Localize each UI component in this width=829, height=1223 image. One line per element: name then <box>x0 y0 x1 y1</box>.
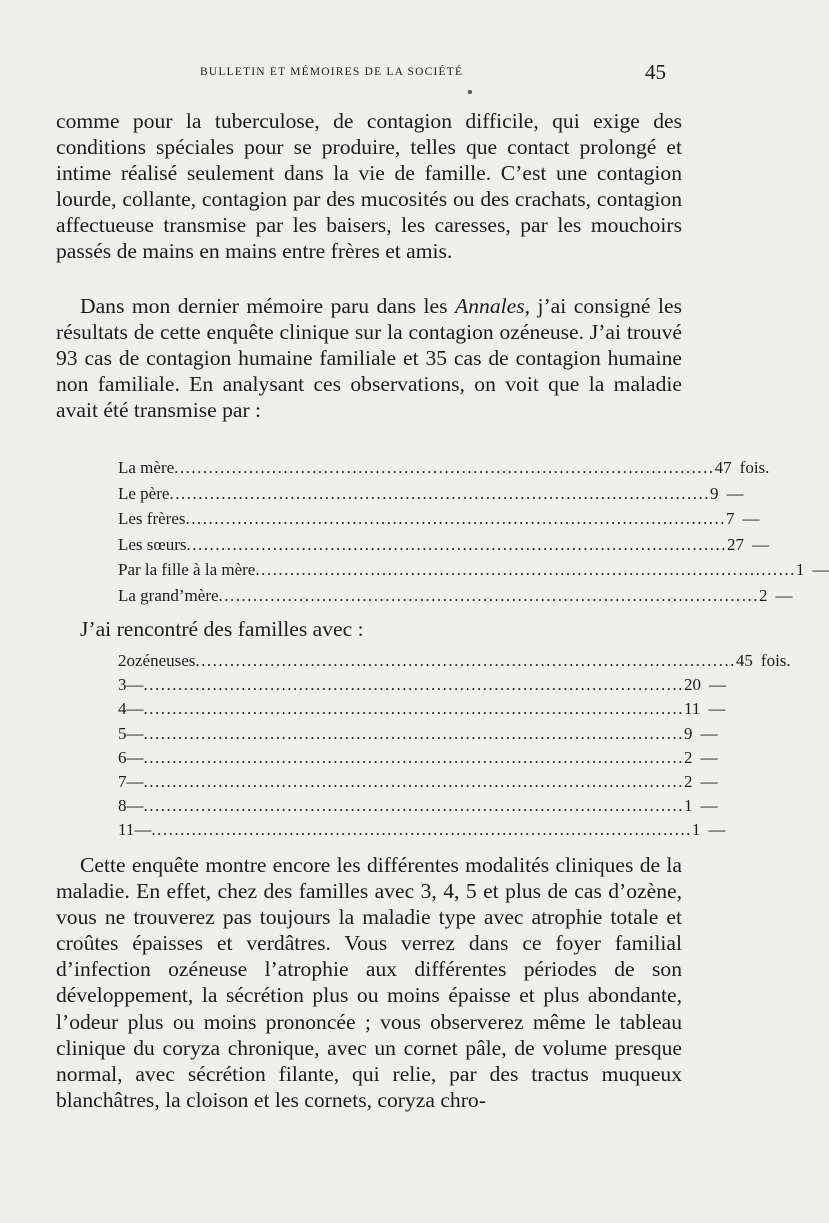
item-unit: — <box>708 699 726 719</box>
item-label: ozéneuses <box>126 651 196 670</box>
item-unit: fois. <box>760 651 791 670</box>
list-item <box>118 723 718 748</box>
list-item <box>118 534 769 561</box>
print-speck <box>468 90 472 94</box>
leader-dots: .............................................................................................. <box>143 796 684 816</box>
running-title: BULLETIN ET MÉMOIRES DE LA SOCIÉTÉ <box>200 66 464 78</box>
item-number: 8 <box>118 796 127 816</box>
list-item <box>118 771 718 796</box>
item-unit: — <box>742 509 760 528</box>
list-item <box>118 483 744 510</box>
list-item <box>118 675 726 699</box>
item-label: Par la fille à la mère <box>118 560 256 579</box>
item-unit: — <box>775 585 793 605</box>
item-label: Les frères <box>118 509 186 528</box>
item-value: 2 <box>759 585 768 605</box>
paragraph-4: Cette enquête montre encore les différentes modalités cliniques de la maladie. En effet, chez des familles avec 3, 4, 5 et plus de cas d’ozène, vous ne trouverez pas toujours la maladie type avec atrophie totale et croûtes épaisses et verdâtres. Vous verrez dans ce foyer familial d’infection ozéneuse l’atrophie aux différentes périodes de son développement, la sécrétion plus ou moins épaisse et plus abondante, l’odeur plus ou moins prononcée ; vous observerez même le tableau clinique du coryza chronique, avec un cornet pâle, de volume presque normal, avec sécrétion filante, qui relie, par des tractus muqueux blanchâtres, la cloison et les cornets, coryza chro- <box>56 853 682 1112</box>
item-number: 5 <box>118 723 127 743</box>
leader-dots: .............................................................................................. <box>195 651 736 670</box>
list-item <box>118 560 829 586</box>
list-item <box>118 699 726 723</box>
item-value: 45 <box>735 651 753 670</box>
leader-dots: .............................................................................................. <box>185 509 726 528</box>
item-value: 9 <box>709 483 719 503</box>
item-number: 11 <box>118 820 135 840</box>
list-item <box>118 458 770 484</box>
item-label: — <box>126 796 144 816</box>
leader-dots: .............................................................................................. <box>169 483 710 503</box>
item-unit: — <box>700 796 718 816</box>
item-number: 4 <box>118 699 127 719</box>
item-number: 6 <box>118 747 127 767</box>
item-label: — <box>126 699 144 719</box>
list-item <box>118 820 726 844</box>
leader-dots: .............................................................................................. <box>151 820 692 840</box>
leader-dots: .............................................................................................. <box>143 675 684 695</box>
item-unit: — <box>726 483 744 503</box>
item-value: 1 <box>795 560 805 579</box>
list-item <box>118 796 718 820</box>
item-unit: — <box>700 723 718 743</box>
item-label: La grand’mère <box>118 585 219 605</box>
list-item <box>118 747 718 772</box>
item-value: 2 <box>684 771 693 791</box>
item-value: 1 <box>691 820 701 840</box>
item-unit: — <box>751 534 769 554</box>
item-label: Les sœurs <box>118 534 187 554</box>
leader-dots: .............................................................................................. <box>143 771 684 791</box>
leader-dots: .............................................................................................. <box>186 534 727 554</box>
item-number: 3 <box>118 675 127 695</box>
paragraph-3: J’ai rencontré des familles avec : <box>80 617 364 641</box>
item-unit: — <box>709 675 726 695</box>
leader-dots: .............................................................................................. <box>143 723 684 743</box>
item-value: 1 <box>684 796 693 816</box>
item-value: 7 <box>726 509 735 528</box>
list-item <box>118 651 791 675</box>
paragraph-1: comme pour la tuberculose, de contagion difficile, qui exige des conditions spéciales pour se produire, telles que contact prolongé et intime réalisé seulement dans la vie de famille. C’est une contagion lourde, collante, contagion par des mucosités ou des crachats, contagion affectueuse transmise par les baisers, les caresses, par les mouchoirs passés de mains en mains entre frères et amis. <box>56 109 682 264</box>
item-value: 20 <box>684 675 701 695</box>
item-label: — <box>126 771 144 791</box>
item-value: 9 <box>684 723 693 743</box>
list-item <box>118 585 793 612</box>
item-label: — <box>126 723 144 743</box>
item-number: 2 <box>118 651 127 670</box>
leader-dots: .............................................................................................. <box>218 585 760 605</box>
paragraph-2 <box>56 293 682 423</box>
item-label: — <box>126 675 144 695</box>
annales-italic: Annales <box>455 294 525 318</box>
transmitter-list <box>118 458 829 611</box>
item-label: Le père <box>118 483 170 503</box>
item-unit: — <box>700 771 718 791</box>
list-item <box>118 509 760 535</box>
item-unit: — <box>700 747 718 767</box>
item-label: — <box>126 747 144 767</box>
page-number: 45 <box>645 60 666 84</box>
item-value: 2 <box>684 747 693 767</box>
item-unit: — <box>812 560 829 579</box>
item-unit: — <box>708 820 726 840</box>
leader-dots: .............................................................................................. <box>143 699 684 719</box>
item-value: 27 <box>726 534 744 554</box>
paragraph-2-end: , j’ai consigné les résultats de cette enquête clinique sur la contagion ozéneuse. J’ai trouvé 93 cas de contagion humaine familiale et 35 cas de contagion humaine non familiale. En analysant ces observations, on voit que la maladie avait été transmise par : <box>56 294 682 423</box>
item-unit: fois. <box>739 458 770 477</box>
leader-dots: .............................................................................................. <box>143 747 684 767</box>
leader-dots: .............................................................................................. <box>255 560 796 579</box>
item-value: 11 <box>684 699 701 719</box>
item-label: La mère <box>118 458 175 477</box>
family-list <box>118 651 791 845</box>
leader-dots: .............................................................................................. <box>174 458 715 477</box>
item-number: 7 <box>118 771 127 791</box>
item-label: — <box>134 820 152 840</box>
item-value: 47 <box>714 458 732 477</box>
paragraph-2-start: Dans mon dernier mémoire paru dans les <box>80 294 456 318</box>
